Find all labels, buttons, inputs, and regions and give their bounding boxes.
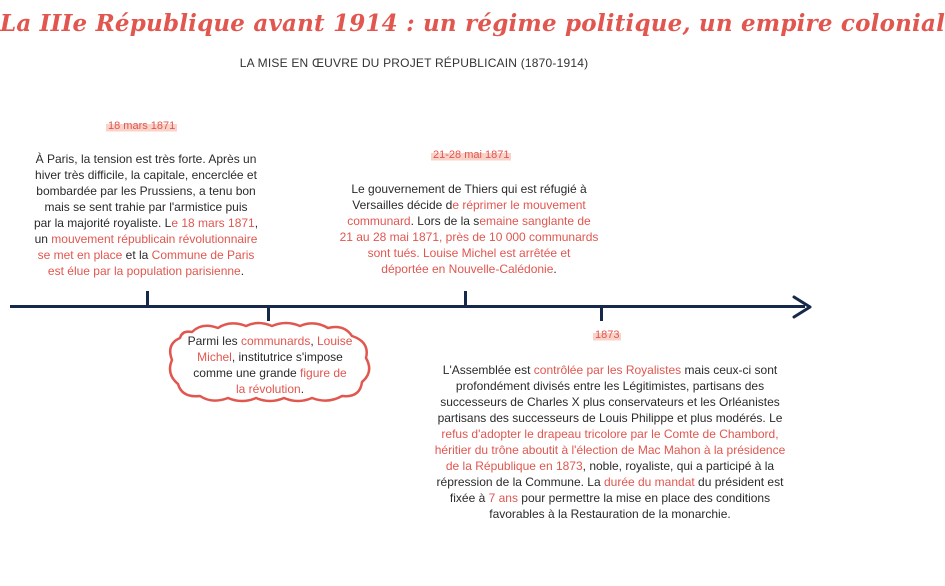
highlighted-text: Commune de Paris (151, 248, 255, 262)
plain-text: pour permettre la mise en place des conditions (517, 491, 771, 505)
text-line (12, 231, 280, 247)
text-line (410, 506, 810, 522)
text-line (410, 490, 810, 506)
plain-text: comme une grande (193, 366, 301, 380)
text-line (330, 261, 608, 277)
text-line (12, 263, 280, 279)
highlighted-text: contrôlée par les Royalistes (533, 363, 682, 377)
text-line (410, 458, 810, 474)
timeline-tick-18-mars-1871 (146, 291, 149, 305)
highlighted-text: communard (347, 214, 411, 228)
text-line (12, 215, 280, 231)
plain-text: du président est (694, 475, 784, 489)
date-label-21-28-mai-1871: 21-28 mai 1871 (433, 149, 510, 161)
highlighted-text: sont tués (367, 246, 417, 260)
plain-text: un (34, 232, 52, 246)
highlighted-text: se met en place (37, 248, 123, 262)
plain-text: par la majorité royaliste. L (33, 216, 172, 230)
page-subtitle: LA MISE EN ŒUVRE DU PROJET RÉPUBLICAIN (1870-1914) (239, 56, 589, 70)
text-line (172, 333, 368, 349)
date-label-1873: 1873 (595, 329, 620, 341)
plain-text: mais ceux-ci sont (681, 363, 778, 377)
highlighted-text: Louise (317, 334, 353, 348)
text-line (330, 197, 608, 213)
plain-text: profondément divisés entre les Légitimistes, partisans des (455, 379, 765, 393)
highlighted-text: déportée en Nouvelle-Calédonie (381, 262, 554, 276)
highlighted-text: refus d'adopter le drapeau tricolore par le Comte de Chambord, (441, 427, 779, 441)
text-line (172, 349, 368, 365)
plain-text: Le gouvernement de Thiers qui est réfugié à (351, 182, 587, 196)
timeline-tick-21-28-mai-1871 (464, 291, 467, 305)
highlighted-text: héritier du trône aboutit à l'élection de Mac Mahon à la présidence (434, 443, 786, 457)
timeline-arrow-icon (790, 294, 816, 320)
text-line (410, 378, 810, 394)
timeline-axis (10, 305, 805, 308)
event-text-1873 (410, 362, 810, 522)
highlighted-text: e réprimer le mouvement (452, 198, 586, 212)
page-title: La IIIe République avant 1914 : un régime politique, un empire colonial (0, 10, 945, 37)
highlighted-text: Michel (197, 350, 232, 364)
highlighted-text: durée du mandat (603, 475, 695, 489)
text-line (410, 394, 810, 410)
text-line (410, 362, 810, 378)
text-line (12, 183, 280, 199)
plain-text: mais se sent trahie par l'armistice puis (44, 200, 248, 214)
text-line (330, 245, 608, 261)
highlighted-text: communards (240, 334, 311, 348)
text-line (12, 167, 280, 183)
text-line (330, 213, 608, 229)
date-label-18-mars-1871: 18 mars 1871 (108, 120, 176, 132)
highlighted-text: e 18 mars 1871 (171, 216, 255, 230)
text-line (410, 474, 810, 490)
plain-text: fixée à (449, 491, 489, 505)
plain-text: , (254, 216, 259, 230)
plain-text: et la (122, 248, 152, 262)
plain-text: , (310, 334, 317, 348)
highlighted-text: emaine sanglante de (479, 214, 591, 228)
event-text-21-28-mai-1871 (330, 181, 608, 277)
text-line (410, 410, 810, 426)
plain-text: . Lors de la s (410, 214, 480, 228)
plain-text: L'Assemblée est (442, 363, 534, 377)
highlighted-text: 7 ans (488, 491, 518, 505)
plain-text: . (553, 262, 557, 276)
cloud-text-louise-michel (172, 333, 368, 397)
timeline-tick-1873 (600, 307, 603, 321)
text-line (172, 365, 368, 381)
plain-text: , institutrice s'impose (231, 350, 343, 364)
plain-text: hiver très difficile, la capitale, encerclée et (35, 168, 257, 182)
highlighted-text: est élue par la population parisienne (47, 264, 241, 278)
event-text-18-mars-1871 (12, 151, 280, 279)
plain-text: favorables à la Restauration de la monarchie. (489, 507, 731, 521)
plain-text: Versailles décide d (352, 198, 453, 212)
highlighted-text: 21 au 28 mai 1871, près de 10 000 communards (339, 230, 599, 244)
plain-text: , noble, royaliste, qui a participé à la (582, 459, 775, 473)
text-line (12, 151, 280, 167)
text-line (330, 229, 608, 245)
plain-text: Parmi les (187, 334, 241, 348)
text-line (12, 247, 280, 263)
text-line (12, 199, 280, 215)
plain-text: bombardée par les Prussiens, a tenu bon (36, 184, 256, 198)
text-line (410, 442, 810, 458)
plain-text: . (300, 382, 305, 396)
highlighted-text: figure de (300, 366, 347, 380)
highlighted-text: mouvement républicain révolutionnaire (51, 232, 258, 246)
text-line (330, 181, 608, 197)
highlighted-text: de la République en 1873 (445, 459, 583, 473)
highlighted-text: . Louise Michel est arrêtée et (416, 246, 571, 260)
text-line (172, 381, 368, 397)
plain-text: partisans des successeurs de Louis Philippe et plus modérés. Le (437, 411, 783, 425)
text-line (410, 426, 810, 442)
highlighted-text: la révolution (235, 382, 301, 396)
plain-text: successeurs de Charles X plus conservateurs et les Orléanistes (440, 395, 780, 409)
plain-text: . (240, 264, 245, 278)
plain-text: À Paris, la tension est très forte. Après un (35, 152, 257, 166)
plain-text: répression de la Commune. La (436, 475, 604, 489)
